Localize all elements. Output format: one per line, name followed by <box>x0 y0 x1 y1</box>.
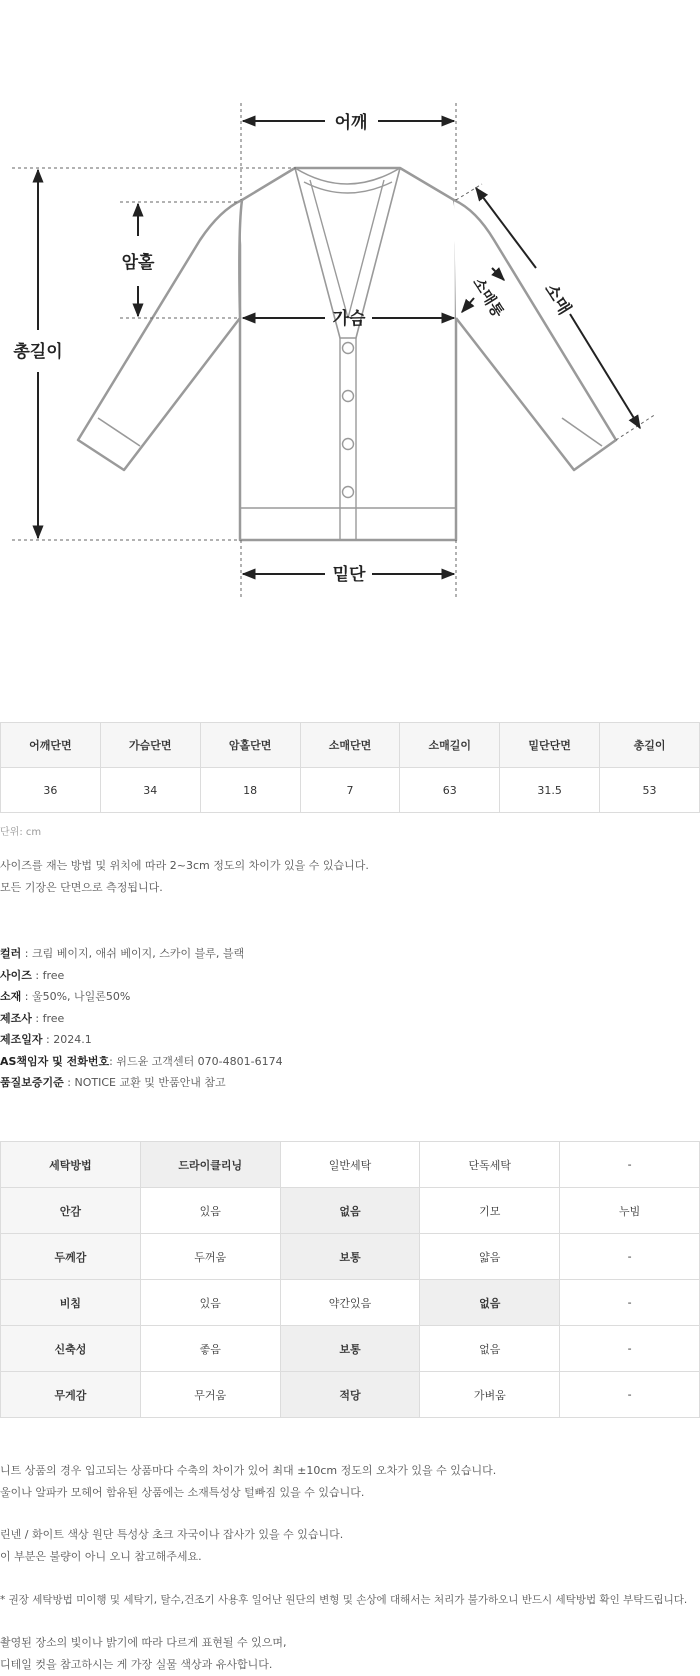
care-option-selected: 드라이클리닝 <box>140 1142 280 1188</box>
photo-notes <box>0 1632 287 1676</box>
care-option: 얇음 <box>420 1234 560 1280</box>
spec-label: 제조일자 <box>0 1033 43 1046</box>
size-diagram <box>0 0 700 660</box>
care-option: - <box>560 1234 700 1280</box>
care-row-head: 비침 <box>1 1280 141 1326</box>
care-row-head: 무게감 <box>1 1372 141 1418</box>
care-table-row <box>1 1234 700 1280</box>
value-shoulder: 36 <box>1 768 101 813</box>
care-row-head: 안감 <box>1 1188 141 1234</box>
chest-label: 가슴 <box>332 309 366 329</box>
spec-value: : free <box>31 1011 65 1025</box>
spec-color <box>0 943 283 965</box>
care-table-row <box>1 1142 700 1188</box>
spec-value: : 크림 베이지, 애쉬 베이지, 스카이 블루, 블랙 <box>21 947 245 960</box>
spec-label: 소재 <box>0 990 22 1003</box>
care-option: 두꺼움 <box>140 1234 280 1280</box>
size-notes <box>0 855 369 899</box>
size-table <box>0 722 700 813</box>
care-option-selected: 보통 <box>280 1234 420 1280</box>
care-row-head: 신축성 <box>1 1326 141 1372</box>
note-line: 디테일 컷을 참고하시는 게 가장 실물 색상과 유사합니다. <box>0 1658 273 1671</box>
care-option: 누빔 <box>560 1188 700 1234</box>
size-table-header-row <box>1 723 700 768</box>
note-line: 니트 상품의 경우 입고되는 상품마다 수축의 차이가 있어 최대 ±10cm 정도의 오차가 있을 수 있습니다. <box>0 1464 497 1477</box>
size-note-line: 모든 기장은 단면으로 측정됩니다. <box>0 881 163 894</box>
header-hem: 밑단단면 <box>500 723 600 768</box>
care-option: 무거움 <box>140 1372 280 1418</box>
header-sleeve-length: 소매길이 <box>400 723 500 768</box>
knit-notes <box>0 1460 496 1504</box>
care-option: - <box>560 1280 700 1326</box>
care-row-head: 두께감 <box>1 1234 141 1280</box>
care-option-selected: 적당 <box>280 1372 420 1418</box>
care-table-row <box>1 1188 700 1234</box>
unit-text: 단위: cm <box>0 827 42 838</box>
care-option: 기모 <box>420 1188 560 1234</box>
spec-label: 제조사 <box>0 1011 32 1025</box>
care-table <box>0 1141 700 1418</box>
header-chest: 가슴단면 <box>100 723 200 768</box>
header-shoulder: 어깨단면 <box>1 723 101 768</box>
care-option: 있음 <box>140 1280 280 1326</box>
size-table-value-row <box>1 768 700 813</box>
care-row-head: 세탁방법 <box>1 1142 141 1188</box>
value-total-length: 53 <box>600 768 700 813</box>
note-line: 이 부분은 불량이 아니 오니 참고해주세요. <box>0 1550 202 1563</box>
header-total-length: 총길이 <box>600 723 700 768</box>
linen-notes <box>0 1524 343 1568</box>
armhole-label: 암홀 <box>121 253 155 273</box>
value-sleeve-length: 63 <box>400 768 500 813</box>
shoulder-label: 어깨 <box>334 113 368 133</box>
hem-label: 밑단 <box>332 565 366 585</box>
care-option: 가벼움 <box>420 1372 560 1418</box>
spec-material <box>0 986 283 1008</box>
spec-label: 컬러 <box>0 947 22 960</box>
spec-value: : NOTICE 교환 및 반품안내 참고 <box>63 1076 226 1089</box>
care-option: 단독세탁 <box>420 1142 560 1188</box>
value-armhole: 18 <box>200 768 300 813</box>
header-armhole: 암홀단면 <box>200 723 300 768</box>
care-table-row <box>1 1326 700 1372</box>
header-sleeve-width: 소매단면 <box>300 723 400 768</box>
care-option: - <box>560 1372 700 1418</box>
care-option-selected: 없음 <box>420 1280 560 1326</box>
care-option: - <box>560 1142 700 1188</box>
spec-manufacturer <box>0 1008 283 1030</box>
note-line: 촬영된 장소의 빛이나 밝기에 따라 다르게 표현될 수 있으며, <box>0 1636 287 1649</box>
sleeve-length-label: 소매 <box>540 280 575 319</box>
spec-warranty <box>0 1072 283 1094</box>
care-option: 없음 <box>420 1326 560 1372</box>
care-table-row <box>1 1280 700 1326</box>
note-line: 린넨 / 화이트 색상 원단 특성상 초크 자국이나 잡사가 있을 수 있습니다. <box>0 1528 344 1541</box>
care-option: 일반세탁 <box>280 1142 420 1188</box>
spec-manufacture-date <box>0 1029 283 1051</box>
care-option: 좋음 <box>140 1326 280 1372</box>
care-option: 있음 <box>140 1188 280 1234</box>
spec-value: : 2024.1 <box>42 1033 92 1046</box>
care-option-selected: 보통 <box>280 1326 420 1372</box>
value-hem: 31.5 <box>500 768 600 813</box>
cardigan-illustration <box>78 168 616 540</box>
washing-warning <box>0 1589 687 1611</box>
care-table-row <box>1 1372 700 1418</box>
spec-label: 품질보증기준 <box>0 1076 64 1089</box>
care-option-selected: 없음 <box>280 1188 420 1234</box>
care-option: - <box>560 1326 700 1372</box>
care-option: 약간있음 <box>280 1280 420 1326</box>
value-chest: 34 <box>100 768 200 813</box>
spec-value: : 위드윤 고객센터 070-4801-6174 <box>109 1054 283 1068</box>
value-sleeve-width: 7 <box>300 768 400 813</box>
sleeve-width-label: 소매통 <box>469 274 508 321</box>
spec-value: : 울50%, 나일론50% <box>21 990 131 1003</box>
spec-size <box>0 965 283 987</box>
note-line: 울이나 알파카 모헤어 함유된 상품에는 소재특성상 털빠짐 있을 수 있습니다. <box>0 1486 365 1499</box>
total-length-label: 총길이 <box>13 342 63 362</box>
spec-label: 사이즈 <box>0 968 32 982</box>
spec-label: AS책임자 및 전화번호 <box>0 1054 110 1068</box>
spec-as-contact <box>0 1051 283 1073</box>
product-specs <box>0 943 283 1094</box>
size-note-line: 사이즈를 재는 방법 및 위치에 따라 2~3cm 정도의 차이가 있을 수 있습니다. <box>0 859 369 872</box>
note-line: * 권장 세탁방법 미이행 및 세탁기, 탈수,건조기 사용후 일어난 원단의 변형 및 손상에 대해서는 처리가 불가하오니 반드시 세탁방법 확인 부탁드립니다. <box>0 1594 688 1606</box>
spec-value: : free <box>31 968 65 982</box>
